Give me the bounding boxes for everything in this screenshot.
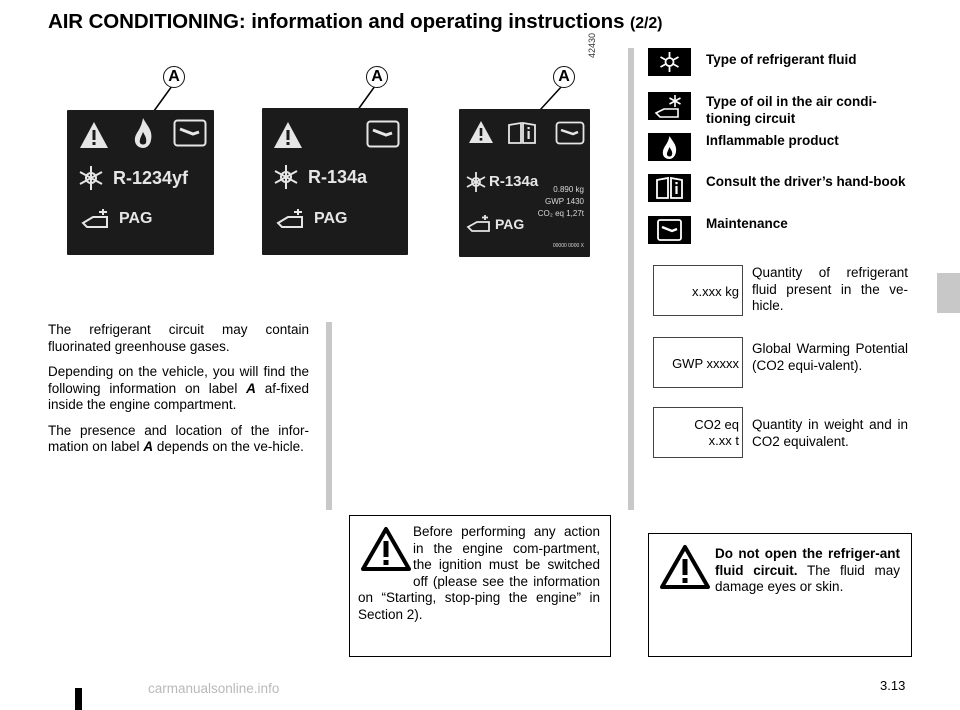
- oil-can-icon: [465, 212, 493, 234]
- refrigerant-label-2: [262, 108, 408, 255]
- snowflake-icon: [465, 171, 487, 193]
- oil-can-icon: [274, 205, 308, 231]
- warning-text-fluid: Do not open the refriger-ant fluid circuit. The fluid may damage eyes or skin.: [715, 546, 900, 594]
- refrigerant-label-1: [67, 110, 214, 255]
- label-fluid-type: R-134a: [308, 167, 368, 187]
- callout-a: A: [553, 66, 575, 88]
- callout-a: A: [366, 66, 388, 88]
- gwp-box: GWP xxxxx: [653, 337, 743, 388]
- warning-text-engine: Before performing any action in the engine com-partment, the ignition must be switched off (please see the information on “Starting, stop-ping the engine” in Section 2).: [358, 524, 600, 622]
- wrench-icon: [648, 216, 691, 244]
- oil-can-snowflake-icon: [648, 92, 691, 120]
- warning-icon: [272, 120, 304, 150]
- footer-bar: [75, 688, 82, 710]
- label-co2: CO₂ eq 1,27t: [537, 209, 584, 218]
- label-oil-type: PAG: [314, 210, 348, 227]
- co2-description: Quantity in weight and in CO2 equivalent.: [752, 417, 908, 449]
- paragraph: The presence and location of the infor-mation on label A depends on the ve-hicle.: [48, 422, 309, 454]
- book-info-icon: [507, 121, 537, 145]
- legend-refrigerant-type: Type of refrigerant fluid: [706, 52, 857, 67]
- paragraph: Depending on the vehicle, you will find the following information on label A af-fixed inside the engine compartment.: [48, 364, 309, 412]
- snowflake-icon: [648, 48, 691, 76]
- column-divider: [326, 322, 332, 510]
- callout-a: A: [163, 66, 185, 88]
- label-oil-type: PAG: [495, 216, 525, 232]
- wrench-icon: [555, 121, 585, 145]
- snowflake-icon: [272, 164, 300, 190]
- co2-box: CO2 eq x.xx t: [653, 407, 743, 458]
- legend-consult-handbook: Consult the driver’s hand-book: [706, 174, 906, 189]
- snowflake-icon: [77, 165, 105, 191]
- section-tab: [937, 273, 960, 313]
- label-oil-type: PAG: [119, 210, 153, 227]
- paragraph: The refrigerant circuit may contain fluorinated greenhouse gases.: [48, 322, 309, 354]
- warning-icon: [659, 544, 711, 590]
- legend-flammable: Inflammable product: [706, 133, 839, 148]
- warning-box-fluid: [648, 533, 912, 657]
- label-fluid-type: R-134a: [489, 173, 539, 190]
- refrigerant-label-3: [459, 109, 590, 257]
- wrench-icon: [366, 120, 400, 148]
- wrench-icon: [173, 119, 207, 147]
- figure-ref-code: 42430: [587, 32, 597, 58]
- page-title: AIR CONDITIONING: information and operating instructions (2/2): [48, 10, 663, 33]
- flame-icon: [129, 116, 157, 150]
- warning-icon: [467, 119, 495, 145]
- label-gwp: GWP 1430: [545, 197, 584, 206]
- watermark: carmanualsonline.info: [148, 681, 280, 696]
- book-info-icon: [648, 174, 691, 202]
- quantity-box: x.xxx kg: [653, 265, 743, 316]
- page-number: 3.13: [880, 678, 906, 693]
- page-subtitle: (2/2): [629, 15, 663, 32]
- legend-maintenance: Maintenance: [706, 216, 788, 231]
- label-fluid-type: R-1234yf: [113, 168, 189, 188]
- body-text: [48, 322, 309, 465]
- gwp-description: Global Warming Potential (CO2 equi-valent).: [752, 341, 908, 373]
- label-quantity: 0.890 kg: [553, 185, 584, 194]
- quantity-description: Quantity of refrigerant fluid present in the ve-hicle.: [752, 265, 908, 313]
- legend-oil-type: Type of oil in the air condi-tioning circuit: [706, 94, 877, 126]
- warning-icon: [78, 120, 110, 150]
- flame-icon: [648, 133, 691, 161]
- warning-box-engine: [349, 515, 611, 657]
- oil-can-icon: [79, 205, 113, 231]
- label-serial: 00000 0000 X: [552, 243, 584, 249]
